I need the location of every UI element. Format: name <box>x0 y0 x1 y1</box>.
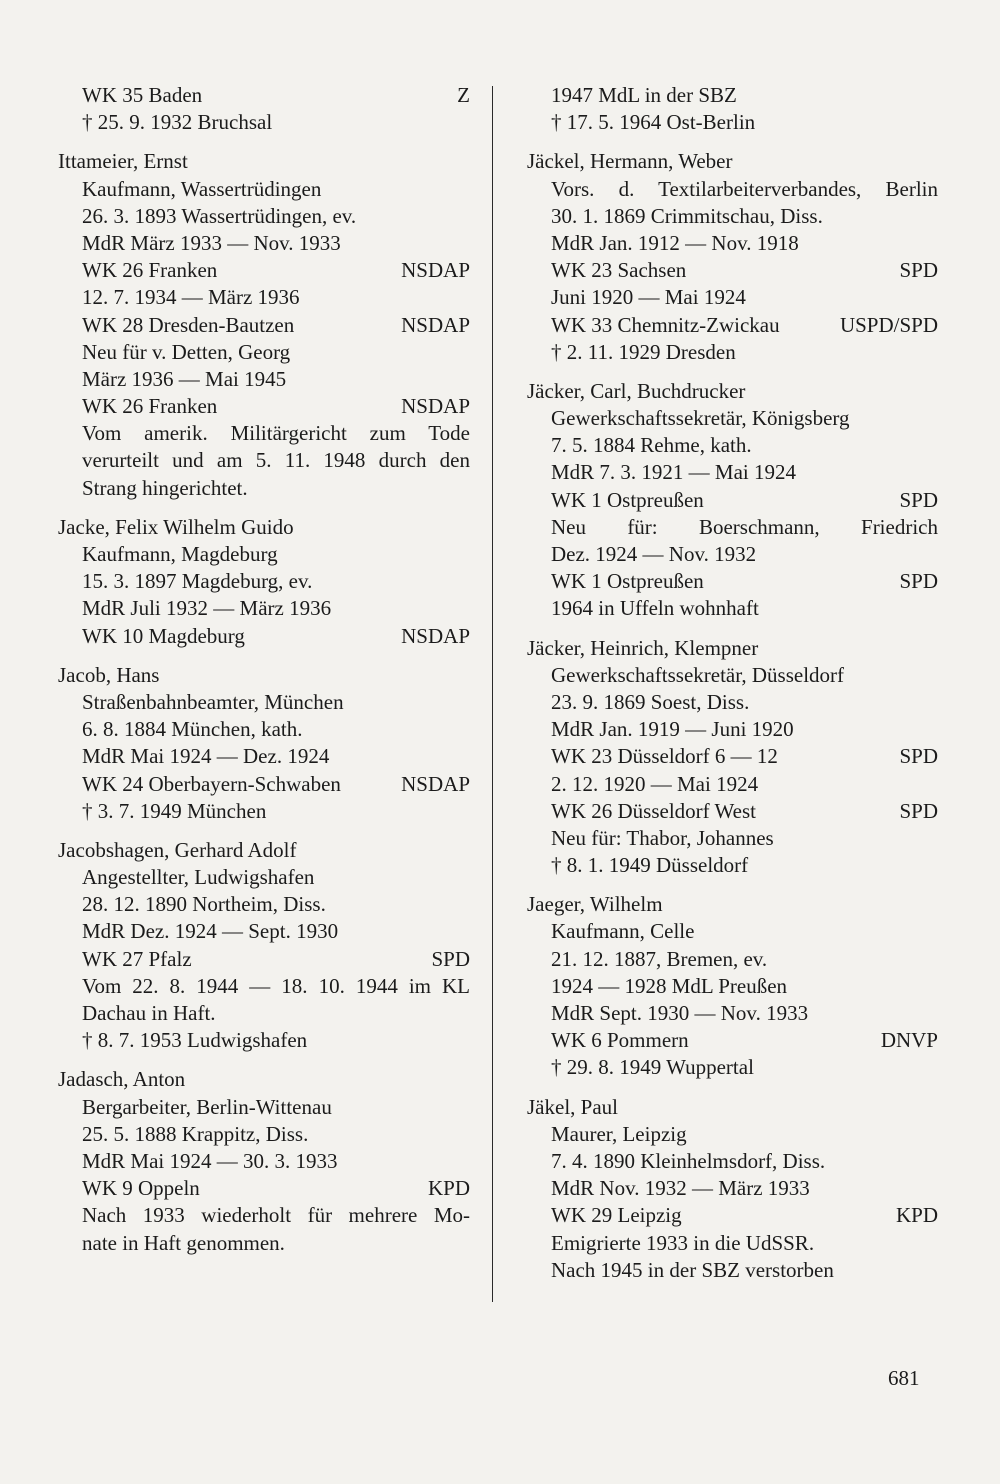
entry-text: WK 23 Sachsen <box>551 258 687 283</box>
entry-text: † 17. 5. 1964 Ost-Berlin <box>551 110 756 135</box>
entry-text: Jacobshagen, Gerhard Adolf <box>58 837 297 862</box>
left-column <box>58 82 470 1257</box>
entry-line <box>527 1148 938 1175</box>
entry-text: MdR März 1933 — Nov. 1933 <box>82 230 341 255</box>
entry-line <box>527 852 938 879</box>
party-label: SPD <box>431 946 470 971</box>
entry-text: 7. 4. 1890 Kleinhelmsdorf, Diss. <box>551 1148 826 1173</box>
entry-line <box>58 176 470 203</box>
entry-text: Kaufmann, Celle <box>551 919 695 944</box>
entry-text: Jacob, Hans <box>58 662 160 687</box>
entry-text: Ittameier, Ernst <box>58 149 188 174</box>
entry-text: Jäcker, Carl, Buchdrucker <box>527 378 746 403</box>
entry-line <box>58 393 470 420</box>
register-entry <box>58 514 470 650</box>
entry-text: MdR Nov. 1932 — März 1933 <box>551 1176 810 1201</box>
entry-line <box>58 1027 470 1054</box>
entry-text: 26. 3. 1893 Wassertrüdingen, ev. <box>82 203 357 228</box>
entry-text: Maurer, Leipzig <box>551 1121 687 1146</box>
register-entry <box>527 378 938 623</box>
entry-line <box>527 514 938 541</box>
entry-text: 12. 7. 1934 — März 1936 <box>82 285 300 310</box>
party-label: SPD <box>899 258 938 283</box>
entry-text: WK 35 Baden <box>82 83 203 107</box>
entry-line <box>58 284 470 311</box>
entry-line <box>58 447 470 474</box>
entry-text: Dez. 1924 — Nov. 1932 <box>551 542 757 566</box>
entry-name <box>58 837 470 864</box>
entry-line <box>58 257 470 284</box>
entry-line <box>58 743 470 770</box>
entry-text: Gewerkschaftssekretär, Königsberg <box>551 406 850 431</box>
register-entry <box>58 837 470 1055</box>
entry-text: Neu für: Thabor, Johannes <box>551 825 774 850</box>
register-entry <box>527 891 938 1081</box>
entry-text: WK 27 Pfalz <box>82 946 192 971</box>
entry-text: WK 9 Oppeln <box>82 1176 200 1201</box>
page-number: 681 <box>888 1366 920 1390</box>
party-label: SPD <box>899 798 938 823</box>
entry-name <box>58 1066 470 1093</box>
entry-text: WK 26 Düsseldorf West <box>551 798 756 823</box>
entry-line <box>58 864 470 891</box>
entry-text: 28. 12. 1890 Northeim, Diss. <box>82 892 326 917</box>
entry-line <box>58 891 470 918</box>
entry-text: Emigrierte 1933 in die UdSSR. <box>551 1230 815 1255</box>
entry-line <box>527 1027 938 1054</box>
party-label: NSDAP <box>401 258 470 283</box>
entry-line <box>58 82 470 109</box>
entry-line <box>527 1202 938 1229</box>
entry-text: Neu für: Boerschmann, Friedrich <box>551 514 938 539</box>
entry-line <box>58 623 470 650</box>
entry-text: Straßenbahnbeamter, München <box>82 689 344 714</box>
entry-text: WK 26 Franken <box>82 394 218 419</box>
entry-line <box>58 420 470 447</box>
party-label: DNVP <box>880 1028 938 1053</box>
entry-text: Jäckel, Hermann, Weber <box>527 149 733 174</box>
register-entry <box>58 148 470 501</box>
entry-line <box>527 973 938 1000</box>
entry-text: Bergarbeiter, Berlin-Wittenau <box>82 1094 332 1119</box>
entry-text: 6. 8. 1884 München, kath. <box>82 717 303 742</box>
entry-line <box>58 689 470 716</box>
entry-text: nate in Haft genommen. <box>82 1230 285 1255</box>
entry-line <box>58 595 470 622</box>
entry-text: WK 33 Chemnitz-Zwickau <box>551 312 780 337</box>
register-entry <box>527 635 938 880</box>
entry-line <box>527 432 938 459</box>
entry-line <box>58 1094 470 1121</box>
entry-text: Strang hingerichtet. <box>82 475 248 500</box>
entry-line <box>527 459 938 486</box>
entry-line <box>58 339 470 366</box>
entry-line <box>527 1257 938 1284</box>
entry-line <box>58 716 470 743</box>
entry-line <box>527 541 938 568</box>
entry-text: WK 10 Magdeburg <box>82 623 245 648</box>
entry-text: 1947 MdL in der SBZ <box>551 83 737 107</box>
entry-text: MdR Sept. 1930 — Nov. 1933 <box>551 1001 809 1025</box>
entry-text: MdR Mai 1924 — Dez. 1924 <box>82 744 330 769</box>
entry-line <box>527 230 938 257</box>
entry-line <box>527 284 938 311</box>
entry-line <box>58 1000 470 1027</box>
entry-name <box>527 635 938 662</box>
entry-line <box>58 1121 470 1148</box>
party-label: NSDAP <box>401 394 470 419</box>
entry-name <box>58 514 470 541</box>
entry-name <box>58 662 470 689</box>
entry-text: † 29. 8. 1949 Wuppertal <box>551 1055 754 1080</box>
entry-text: Jadasch, Anton <box>58 1067 186 1092</box>
party-label: SPD <box>899 744 938 769</box>
entry-text: MdR Mai 1924 — 30. 3. 1933 <box>82 1148 338 1173</box>
party-label: KPD <box>895 1203 938 1228</box>
entry-text: MdR Jan. 1919 — Juni 1920 <box>551 717 794 742</box>
entry-text: Jacke, Felix Wilhelm Guido <box>58 514 294 539</box>
entry-text: MdR Juli 1932 — März 1936 <box>82 596 332 621</box>
entry-text: WK 29 Leipzig <box>551 1203 682 1228</box>
entry-text: † 3. 7. 1949 München <box>82 798 267 823</box>
register-entry <box>58 1066 470 1256</box>
entry-text: Kaufmann, Wassertrüdingen <box>82 176 322 201</box>
entry-text: Neu für v. Detten, Georg <box>82 339 291 364</box>
entry-text: Nach 1933 wiederholt für mehrere Mo- <box>82 1203 470 1228</box>
entry-line <box>527 312 938 339</box>
entry-line <box>527 1121 938 1148</box>
entry-line <box>58 973 470 1000</box>
right-column <box>527 82 938 1284</box>
entry-text: WK 1 Ostpreußen <box>551 487 704 512</box>
entry-text: WK 1 Ostpreußen <box>551 569 704 594</box>
entry-line <box>527 918 938 945</box>
entry-text: Jaeger, Wilhelm <box>527 892 663 917</box>
entry-text: Angestellter, Ludwigshafen <box>82 865 315 890</box>
entry-line <box>58 1175 470 1202</box>
entry-line <box>58 541 470 568</box>
column-divider <box>492 86 493 1302</box>
entry-name <box>527 378 938 405</box>
party-label: NSDAP <box>401 312 470 337</box>
register-entry <box>527 82 938 136</box>
register-entry <box>58 662 470 825</box>
entry-text: verurteilt und am 5. 11. 1948 durch den <box>82 448 470 473</box>
entry-line <box>58 1230 470 1257</box>
entry-text: Vom amerik. Militärgericht zum Tode <box>82 421 470 446</box>
entry-line <box>527 1000 938 1027</box>
entry-line <box>527 82 938 109</box>
entry-text: März 1936 — Mai 1945 <box>82 366 287 391</box>
entry-line <box>58 109 470 136</box>
entry-line <box>527 257 938 284</box>
entry-line <box>58 918 470 945</box>
party-label: NSDAP <box>401 771 470 796</box>
entry-line <box>527 595 938 622</box>
entry-line <box>58 1148 470 1175</box>
entry-text: Vom 22. 8. 1944 — 18. 10. 1944 im KL <box>82 973 470 998</box>
entry-line <box>527 1175 938 1202</box>
entry-text: 30. 1. 1869 Crimmitschau, Diss. <box>551 203 823 228</box>
entry-text: 1964 in Uffeln wohnhaft <box>551 596 759 621</box>
entry-text: MdR 7. 3. 1921 — Mai 1924 <box>551 460 797 485</box>
entry-text: Gewerkschaftssekretär, Düsseldorf <box>551 662 845 687</box>
entry-line <box>527 946 938 973</box>
register-entry <box>527 148 938 366</box>
register-entry <box>58 82 470 136</box>
entry-text: MdR Dez. 1924 — Sept. 1930 <box>82 919 339 944</box>
entry-text: 25. 5. 1888 Krappitz, Diss. <box>82 1121 309 1146</box>
party-label: SPD <box>899 487 938 512</box>
entry-line <box>58 230 470 257</box>
entry-line <box>58 946 470 973</box>
party-label: SPD <box>899 569 938 594</box>
party-label: USPD/SPD <box>839 312 938 337</box>
entry-name <box>527 148 938 175</box>
entry-line <box>527 109 938 136</box>
entry-text: WK 26 Franken <box>82 258 218 283</box>
entry-text: † 25. 9. 1932 Bruchsal <box>82 110 273 135</box>
entry-text: WK 6 Pommern <box>551 1028 689 1053</box>
entry-text: WK 23 Düsseldorf 6 — 12 <box>551 744 778 769</box>
entry-text: Dachau in Haft. <box>82 1001 216 1025</box>
entry-line <box>58 203 470 230</box>
entry-text: Kaufmann, Magdeburg <box>82 542 278 566</box>
entry-text: 1924 — 1928 MdL Preußen <box>551 973 788 998</box>
entry-text: 23. 9. 1869 Soest, Diss. <box>551 689 750 714</box>
entry-line <box>527 405 938 432</box>
entry-text: Juni 1920 — Mai 1924 <box>551 285 746 310</box>
entry-line <box>527 743 938 770</box>
entry-line <box>527 689 938 716</box>
entry-text: WK 24 Oberbayern-Schwaben <box>82 771 341 796</box>
entry-line <box>527 771 938 798</box>
entry-line <box>527 662 938 689</box>
party-label: NSDAP <box>401 623 470 648</box>
entry-line <box>527 1230 938 1257</box>
entry-text: † 8. 1. 1949 Düsseldorf <box>551 853 749 878</box>
entry-name <box>527 891 938 918</box>
entry-line <box>58 312 470 339</box>
entry-text: 7. 5. 1884 Rehme, kath. <box>551 433 752 458</box>
entry-line <box>527 203 938 230</box>
entry-line <box>527 487 938 514</box>
entry-line <box>527 339 938 366</box>
entry-line <box>58 366 470 393</box>
entry-text: Jäkel, Paul <box>527 1094 618 1119</box>
entry-text: 21. 12. 1887, Bremen, ev. <box>551 946 768 971</box>
entry-text: † 8. 7. 1953 Ludwigshafen <box>82 1028 308 1053</box>
entry-line <box>527 568 938 595</box>
entry-line <box>527 825 938 852</box>
entry-text: † 2. 11. 1929 Dresden <box>551 339 736 364</box>
entry-name <box>527 1094 938 1121</box>
entry-line <box>58 1202 470 1229</box>
entry-text: Vors. d. Textilarbeiterverbandes, Berlin <box>551 176 938 201</box>
entry-line <box>527 1054 938 1081</box>
entry-text: 15. 3. 1897 Magdeburg, ev. <box>82 569 313 594</box>
entry-text: Jäcker, Heinrich, Klempner <box>527 635 759 660</box>
entry-line <box>527 798 938 825</box>
entry-text: Nach 1945 in der SBZ verstorben <box>551 1257 834 1282</box>
entry-line <box>58 475 470 502</box>
entry-line <box>527 176 938 203</box>
entry-text: WK 28 Dresden-Bautzen <box>82 312 295 337</box>
entry-text: MdR Jan. 1912 — Nov. 1918 <box>551 230 799 255</box>
entry-line <box>58 568 470 595</box>
party-label: KPD <box>427 1176 470 1201</box>
entry-line <box>527 716 938 743</box>
entry-name <box>58 148 470 175</box>
party-label: Z <box>457 83 470 107</box>
entry-line <box>58 798 470 825</box>
entry-line <box>58 771 470 798</box>
register-entry <box>527 1094 938 1284</box>
entry-text: 2. 12. 1920 — Mai 1924 <box>551 771 759 796</box>
